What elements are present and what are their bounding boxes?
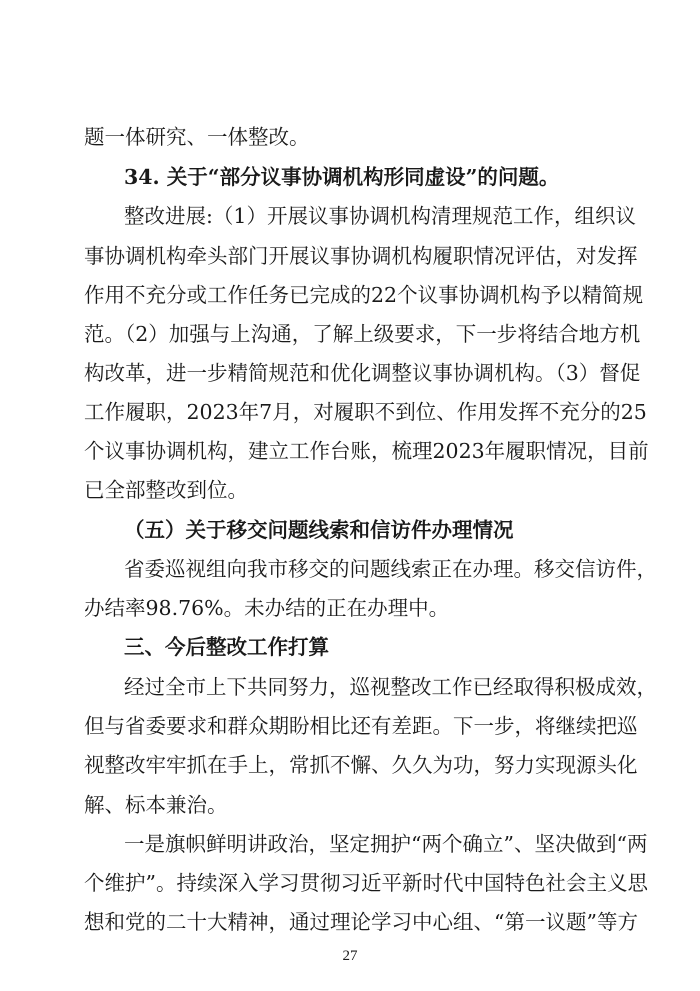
- text-line: 工作履职，2023年7月，对履职不到位、作用发挥不充分的25: [84, 400, 647, 424]
- text-line: 办结率98.76%。未办结的正在办理中。: [84, 596, 450, 620]
- text-line: 事协调机构牵头部门开展议事协调机构履职情况评估，对发挥: [84, 244, 638, 268]
- page-number: 27: [342, 948, 358, 964]
- text-line: 构改革，进一步精简规范和优化调整议事协调机构。（3）督促: [84, 361, 641, 385]
- chapter-heading: 三、今后整改工作打算: [124, 635, 329, 659]
- text-line: 题一体研究、一体整改。: [84, 125, 310, 149]
- text-line: 整改进展:（1）开展议事协调机构清理规范工作，组织议: [124, 204, 636, 228]
- text-line: 作用不充分或工作任务已完成的22个议事协调机构予以精简规: [84, 283, 644, 307]
- text-line: 范。（2）加强与上沟通，了解上级要求，下一步将结合地方机: [84, 322, 641, 346]
- text-line: 但与省委要求和群众期盼相比还有差距。下一步，将继续把巡: [84, 714, 638, 738]
- subsection-heading: （五）关于移交问题线索和信访件办理情况: [124, 518, 514, 542]
- text-line: 一是旗帜鲜明讲政治，坚定拥护“两个确立”、坚决做到“两: [124, 832, 648, 856]
- text-line: 已全部整改到位。: [84, 478, 248, 502]
- text-line: 视整改牢牢抓在手上，常抓不懈、久久为功，努力实现源头化: [84, 753, 638, 777]
- text-line: 经过全市上下共同努力，巡视整改工作已经取得积极成效，: [124, 675, 657, 699]
- section-heading: 34. 关于“部分议事协调机构形同虚设”的问题。: [124, 165, 560, 189]
- text-line: 省委巡视组向我市移交的问题线索正在办理。移交信访件，: [124, 557, 657, 581]
- text-line: 个维护”。持续深入学习贯彻习近平新时代中国特色社会主义思: [84, 871, 648, 895]
- text-line: 想和党的二十大精神，通过理论学习中心组、“第一议题”等方: [84, 910, 638, 934]
- text-line: 个议事协调机构，建立工作台账，梳理2023年履职情况，目前: [84, 439, 649, 463]
- text-line: 解、标本兼治。: [84, 793, 228, 817]
